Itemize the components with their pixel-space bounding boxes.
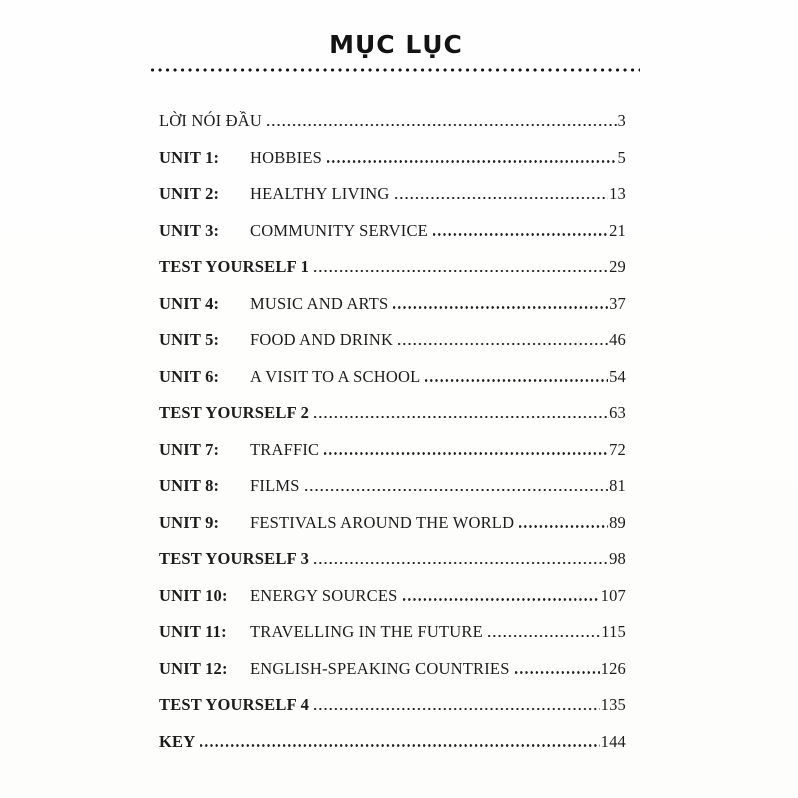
- dot-leader: [515, 671, 600, 674]
- toc-entry-page: 29: [609, 257, 626, 276]
- toc-entry-label: UNIT 3:: [159, 220, 220, 240]
- toc-entry-label: UNIT 2:: [159, 184, 220, 203]
- toc-entry-page: 98: [609, 549, 626, 568]
- toc-entry-label: KEY: [159, 731, 196, 751]
- toc-entry-label: UNIT 4:: [159, 293, 220, 313]
- toc-entry: [159, 724, 626, 761]
- dot-leader: [393, 306, 608, 309]
- toc-entry: [159, 103, 626, 140]
- dot-leader: [403, 598, 600, 601]
- toc-entry-label: LỜI NÓI ĐẦU: [159, 111, 263, 130]
- toc-entry: [159, 468, 626, 505]
- toc-entry-label: UNIT 12:: [159, 658, 228, 678]
- toc-entry-label: UNIT 6:: [159, 366, 220, 386]
- toc-entry-page: 3: [617, 111, 626, 130]
- toc-entry-page: 63: [609, 403, 626, 422]
- toc-list: [159, 103, 626, 760]
- toc-entry-title: TRAFFIC: [250, 439, 320, 459]
- toc-entry-label: UNIT 9:: [159, 512, 220, 532]
- dot-leader: [324, 452, 608, 455]
- toc-entry-label: UNIT 1:: [159, 147, 220, 167]
- dot-leader: [425, 379, 608, 382]
- toc-entry-label: UNIT 7:: [159, 439, 220, 459]
- toc-entry-title: COMMUNITY SERVICE: [250, 220, 428, 240]
- toc-entry: [159, 541, 626, 578]
- toc-entry-page: 5: [617, 147, 626, 167]
- dot-leader: [267, 124, 617, 127]
- toc-entry-page: 21: [609, 220, 626, 240]
- toc-entry-page: 81: [609, 476, 626, 495]
- toc-entry-title: FOOD AND DRINK: [250, 330, 394, 349]
- dot-leader: [314, 416, 608, 419]
- toc-entry-title: FILMS: [250, 476, 300, 495]
- toc-entry: [159, 322, 626, 359]
- toc-entry-label: UNIT 10:: [159, 585, 228, 605]
- toc-entry-page: 144: [600, 731, 626, 751]
- toc-entry-page: 126: [600, 658, 626, 678]
- dot-leader: [398, 343, 608, 346]
- toc-entry-title: TRAVELLING IN THE FUTURE: [250, 622, 483, 641]
- dot-leader: [433, 233, 608, 236]
- toc-entry-label: TEST YOURSELF 4: [159, 695, 310, 714]
- toc-entry: [159, 286, 626, 323]
- toc-entry: [159, 614, 626, 651]
- toc-entry: [159, 395, 626, 432]
- dot-leader: [314, 708, 600, 711]
- toc-entry: [159, 432, 626, 469]
- toc-entry: [159, 213, 626, 250]
- toc-entry: [159, 505, 626, 542]
- toc-entry: [159, 687, 626, 724]
- dot-leader: [488, 635, 600, 638]
- dot-leader: [519, 525, 608, 528]
- toc-entry: [159, 359, 626, 396]
- toc-entry-page: 135: [600, 695, 626, 714]
- toc-entry-label: UNIT 5:: [159, 330, 220, 349]
- toc-entry-page: 37: [609, 293, 626, 313]
- toc-entry: [159, 176, 626, 213]
- toc-entry-page: 107: [600, 585, 626, 605]
- dot-leader: [314, 270, 608, 273]
- dot-leader: [200, 744, 599, 747]
- toc-entry-page: 13: [609, 184, 626, 203]
- page-title: MỤC LỤC: [329, 30, 463, 59]
- toc-entry: [159, 249, 626, 286]
- toc-entry-label: UNIT 11:: [159, 622, 227, 641]
- toc-entry-title: ENERGY SOURCES: [250, 585, 398, 605]
- toc-entry-label: TEST YOURSELF 3: [159, 549, 310, 568]
- toc-entry-title: MUSIC AND ARTS: [250, 293, 389, 313]
- dot-leader: [305, 489, 608, 492]
- toc-entry-title: HEALTHY LIVING: [250, 184, 390, 203]
- dot-leader: [327, 160, 617, 163]
- toc-entry-page: 115: [601, 622, 626, 641]
- toc-entry-title: ENGLISH-SPEAKING COUNTRIES: [250, 658, 510, 678]
- toc-entry-title: FESTIVALS AROUND THE WORLD: [250, 512, 515, 532]
- toc-entry-page: 54: [609, 366, 626, 386]
- toc-entry-label: UNIT 8:: [159, 476, 220, 495]
- toc-entry-page: 72: [609, 439, 626, 459]
- toc-entry-title: HOBBIES: [250, 147, 322, 167]
- toc-entry-label: TEST YOURSELF 1: [159, 257, 310, 276]
- toc-entry-page: 46: [609, 330, 626, 349]
- toc-entry: [159, 578, 626, 615]
- dot-leader: [314, 562, 608, 565]
- toc-entry-page: 89: [609, 512, 626, 532]
- toc-entry: [159, 651, 626, 688]
- dot-leader: [395, 197, 609, 200]
- dotted-divider: [151, 68, 640, 72]
- toc-entry: [159, 140, 626, 177]
- toc-entry-title: A VISIT TO A SCHOOL: [250, 366, 421, 386]
- toc-entry-label: TEST YOURSELF 2: [159, 403, 310, 422]
